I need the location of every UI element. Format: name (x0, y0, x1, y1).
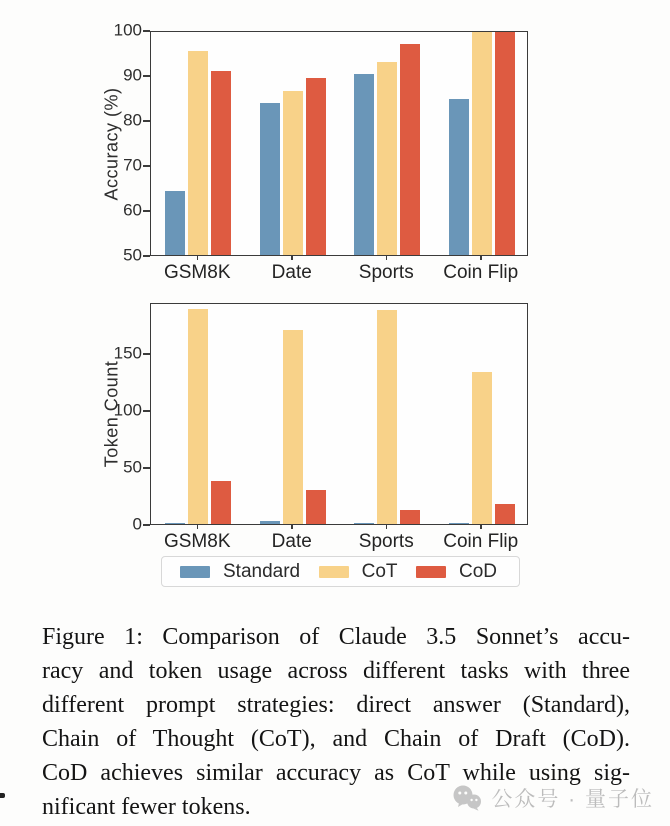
y-tick-label: 50 (123, 457, 142, 477)
caption-line: different prompt strategies: direct answer (Standard), (42, 692, 630, 718)
bar-cot-date (283, 330, 303, 524)
page-edge-artifact (0, 793, 5, 798)
caption-line: nificant fewer tokens. (42, 794, 251, 820)
legend-item-cod (416, 561, 497, 583)
caption-line: CoD achieves similar accuracy as CoT while using sig- (42, 760, 630, 786)
bar-standard-date (260, 521, 280, 524)
bar-cot-sports (377, 310, 397, 524)
caption-line: Figure 1: Comparison of Claude 3.5 Sonnet’s accu- (42, 624, 630, 650)
category-label: Coin Flip (443, 531, 519, 552)
bar-standard-coin-flip (449, 523, 469, 524)
category-label: Date (271, 531, 312, 552)
legend-swatch-cot (319, 566, 349, 578)
y-tick-mark (143, 353, 150, 355)
legend-item-cot (319, 561, 398, 583)
legend (161, 556, 520, 587)
legend-label-standard: Standard (223, 560, 301, 582)
accuracy-y-axis-title: Accuracy (%) (101, 87, 122, 201)
legend-label-cot: CoT (361, 560, 398, 582)
y-tick-mark (143, 467, 150, 469)
y-tick-label: 60 (123, 200, 142, 220)
y-tick-mark (143, 410, 150, 412)
x-tick-mark (197, 524, 199, 529)
watermark (452, 783, 654, 813)
category-label: Sports (358, 262, 414, 283)
bar-group-sports (340, 304, 435, 524)
y-tick-label: 100 (113, 20, 142, 40)
bar-group-coin-flip (435, 304, 530, 524)
legend-swatch-standard (180, 566, 210, 578)
bar-group-gsm8k (151, 304, 246, 524)
y-tick-label: 150 (113, 343, 142, 363)
wechat-bubbles-icon (452, 785, 482, 811)
category-label: Sports (358, 531, 414, 552)
token-y-axis-title: Token Count (101, 360, 122, 468)
bar-cod-date (306, 490, 326, 524)
caption-line: Chain of Thought (CoT), and Chain of Draft (CoD). (42, 726, 630, 752)
y-tick-label: 80 (123, 110, 142, 130)
y-tick-label: 0 (132, 514, 142, 534)
bar-cot-gsm8k (188, 309, 208, 524)
bar-cod-sports (400, 510, 420, 524)
category-label: Coin Flip (443, 262, 519, 283)
y-tick-label: 100 (113, 400, 142, 420)
bar-cod-gsm8k (211, 481, 231, 524)
x-tick-mark (480, 524, 482, 529)
bar-standard-gsm8k (165, 523, 185, 524)
legend-item-standard (180, 561, 300, 583)
legend-swatch-cod (416, 566, 446, 578)
watermark-text: 公众号 · 量子位 (491, 788, 654, 811)
x-tick-mark (386, 524, 388, 529)
y-tick-label: 70 (123, 155, 142, 175)
category-label: Date (271, 262, 312, 283)
token-plot-area (150, 303, 528, 525)
y-tick-label: 90 (123, 65, 142, 85)
bar-group-date (246, 304, 341, 524)
category-label: GSM8K (163, 531, 231, 552)
bar-cot-coin-flip (472, 372, 492, 524)
bar-standard-sports (354, 523, 374, 524)
y-tick-mark (143, 524, 150, 526)
caption-line: racy and token usage across different tasks with three (42, 658, 630, 684)
x-tick-mark (291, 524, 293, 529)
legend-label-cod: CoD (458, 560, 497, 582)
bar-cod-coin-flip (495, 504, 515, 524)
y-tick-label: 50 (123, 245, 142, 265)
category-label: GSM8K (163, 262, 231, 283)
